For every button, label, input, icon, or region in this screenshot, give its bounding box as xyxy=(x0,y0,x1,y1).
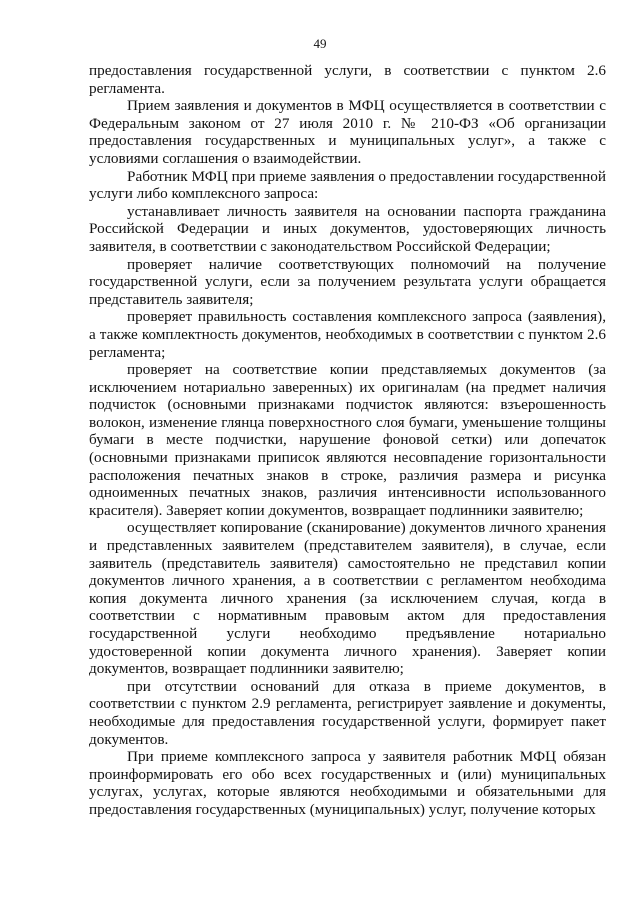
paragraph: устанавливает личность заявителя на основании паспорта гражданина Российской Федерации и иных документов, удостоверяющих личность заявителя, в соответствии с законодательством Российской Федерации; xyxy=(89,202,606,255)
paragraph: осуществляет копирование (сканирование) документов личного хранения и представленных заявителем (представителем заявителя), в случае, если заявитель (представитель заявителя) самостоятельно не представил копии документов личного хранения, а в соответствии с регламентом необходима копия документа личного хранения (за исключением случая, когда в соответствии с нормативным правовым актом для предоставления государственной услуги необходимо предъявление нотариально удостоверенной копии документа личного хранения). Заверяет копии документов, возвращает подлинники заявителю; xyxy=(89,519,606,678)
document-body xyxy=(89,62,606,819)
paragraph: при отсутствии оснований для отказа в приеме документов, в соответствии с пунктом 2.9 регламента, регистрирует заявление и документы, необходимые для предоставления государственной услуги, формирует пакет документов. xyxy=(89,677,606,748)
paragraph: проверяет на соответствие копии представляемых документов (за исключением нотариально заверенных) их оригиналам (на предмет наличия подчисток (основными признаками подчисток являются: взъерошенность волокон, изменение глянца поверхностного слоя бумаги, уменьшение толщины бумаги в месте подчистки, нарушение фоновой сетки) или допечаток (основными признаками приписок являются несовпадение горизонтальности расположения печатных знаков в строке, различия размера и рисунка одноименных печатных знаков, различия интенсивности использованного красителя). Заверяет копии документов, возвращает подлинники заявителю; xyxy=(89,361,606,519)
paragraph: При приеме комплексного запроса у заявителя работник МФЦ обязан проинформировать его обо всех государственных и (или) муниципальных услугах, услугах, которые являются необходимыми и обязательными для предоставления государственных (муниципальных) услуг, получение которых xyxy=(89,748,606,818)
paragraph: Работник МФЦ при приеме заявления о предоставлении государственной услуги либо комплексного запроса: xyxy=(89,167,606,203)
paragraph: предоставления государственной услуги, в соответствии с пунктом 2.6 регламента. xyxy=(89,62,606,97)
paragraph: проверяет правильность составления комплексного запроса (заявления), а также комплектность документов, необходимых в соответствии с пунктом 2.6 регламента; xyxy=(89,308,606,361)
page-number: 49 xyxy=(313,36,327,51)
paragraph: проверяет наличие соответствующих полномочий на получение государственной услуги, если за получением результата услуги обращается представитель заявителя; xyxy=(89,255,606,308)
paragraph: Прием заявления и документов в МФЦ осуществляется в соответствии с Федеральным законом от 27 июля 2010 г. № 210-ФЗ «Об организации предоставления государственных и муниципальных услуг», а также с условиями соглашения о взаимодействии. xyxy=(89,97,606,167)
